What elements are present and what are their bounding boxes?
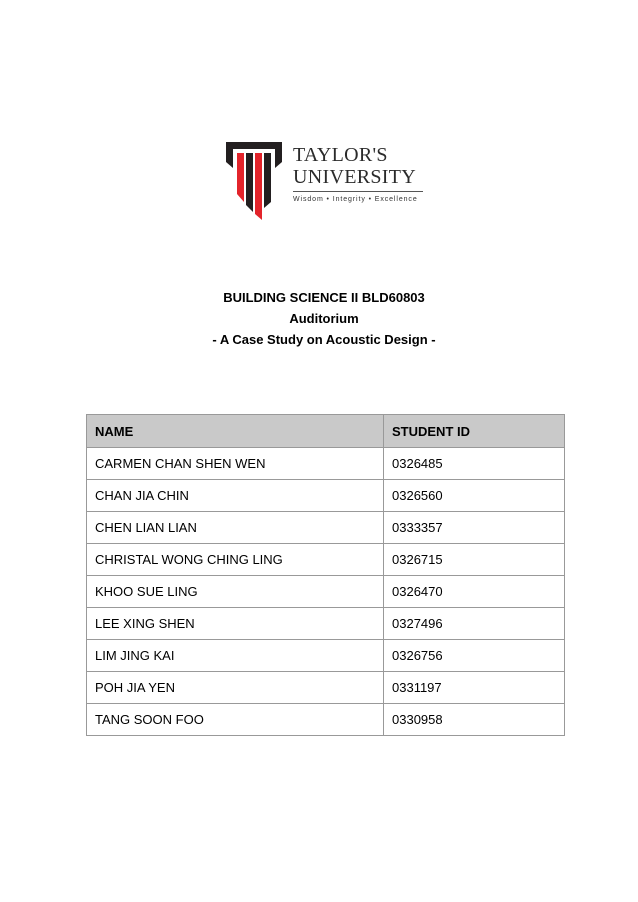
student-id: 0333357 [384, 512, 565, 544]
student-name: CHRISTAL WONG CHING LING [87, 544, 384, 576]
student-name: CHAN JIA CHIN [87, 480, 384, 512]
header-student-id: STUDENT ID [384, 415, 565, 448]
table-header-row [87, 415, 565, 448]
student-id: 0326560 [384, 480, 565, 512]
table-row [87, 480, 565, 512]
logo-name-line2: UNIVERSITY [293, 166, 416, 188]
subtitle: - A Case Study on Acoustic Design - [212, 332, 436, 347]
taylors-crest-icon [226, 142, 282, 220]
table-row [87, 640, 565, 672]
subject-title: Auditorium [289, 311, 359, 326]
student-table [86, 414, 565, 736]
logo-divider [293, 191, 423, 192]
student-name: CHEN LIAN LIAN [87, 512, 384, 544]
university-logo [226, 142, 436, 224]
table-row [87, 672, 565, 704]
table-row [87, 448, 565, 480]
student-name: KHOO SUE LING [87, 576, 384, 608]
student-id: 0330958 [384, 704, 565, 736]
student-id: 0326485 [384, 448, 565, 480]
logo-name-line1: TAYLOR'S [293, 144, 388, 166]
title-block [0, 287, 638, 350]
student-name: LIM JING KAI [87, 640, 384, 672]
student-name: TANG SOON FOO [87, 704, 384, 736]
logo-wordmark [293, 144, 433, 203]
student-id: 0326756 [384, 640, 565, 672]
logo-tagline: Wisdom • Integrity • Excellence [293, 196, 418, 203]
student-name: LEE XING SHEN [87, 608, 384, 640]
table-row [87, 576, 565, 608]
student-name: POH JIA YEN [87, 672, 384, 704]
header-name: NAME [87, 415, 384, 448]
course-title: BUILDING SCIENCE II BLD60803 [223, 290, 425, 305]
student-id: 0327496 [384, 608, 565, 640]
table-row [87, 512, 565, 544]
student-id: 0326715 [384, 544, 565, 576]
table-row [87, 544, 565, 576]
table-row [87, 608, 565, 640]
table-row [87, 704, 565, 736]
student-id: 0326470 [384, 576, 565, 608]
student-name: CARMEN CHAN SHEN WEN [87, 448, 384, 480]
student-id: 0331197 [384, 672, 565, 704]
